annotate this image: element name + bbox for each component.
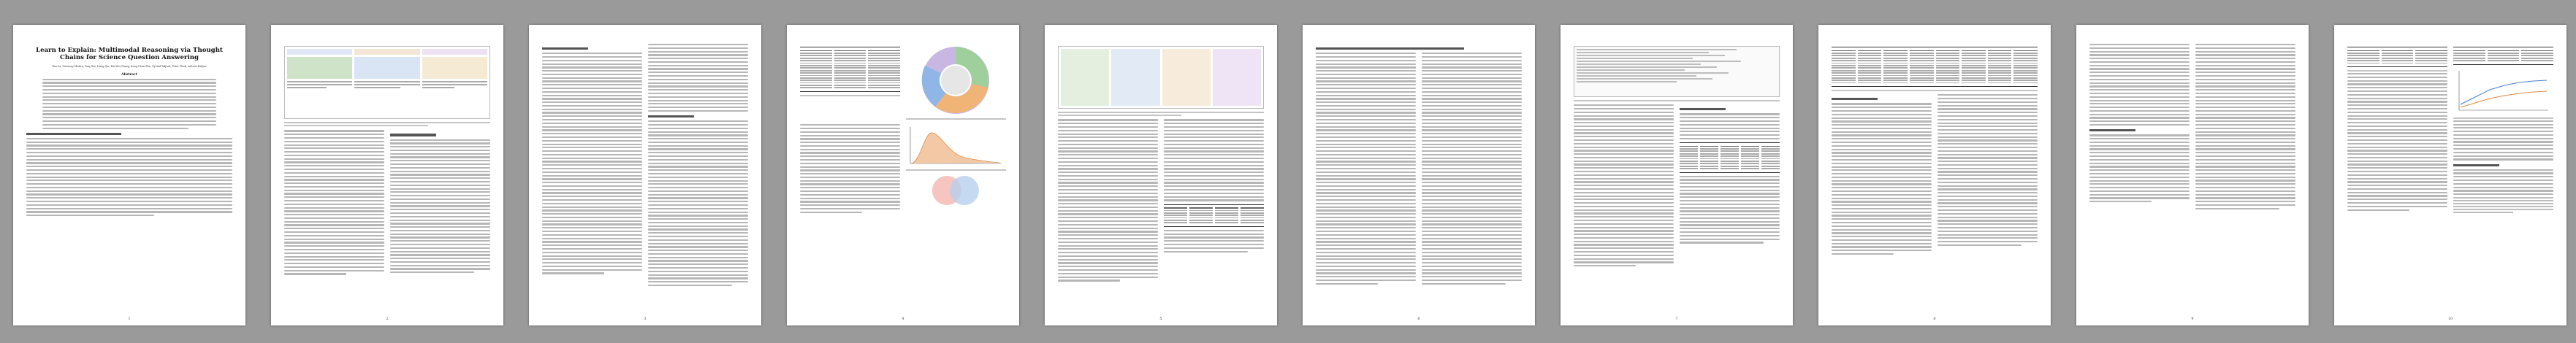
page-number: 6	[1417, 317, 1420, 321]
section-heading	[1832, 98, 1878, 100]
page-9	[2076, 25, 2309, 325]
page-number: 3	[644, 317, 647, 321]
page-10	[2334, 25, 2567, 325]
paper-title: Learn to Explain: Multimodal Reasoning via Thought Chains for Science Question Answering	[36, 47, 223, 61]
section-heading	[1680, 108, 1726, 110]
page-number: 5	[1159, 317, 1162, 321]
page-5	[1045, 25, 1277, 325]
page-number: 10	[2447, 317, 2453, 321]
section-heading	[2089, 129, 2135, 131]
table	[2347, 47, 2447, 67]
page-number: 7	[1675, 317, 1678, 321]
page-8	[1818, 25, 2051, 325]
page-number: 4	[902, 317, 904, 321]
page-6	[1303, 25, 1535, 325]
section-heading	[390, 134, 436, 136]
line-plot-figure	[2453, 68, 2553, 116]
page-4	[787, 25, 1019, 325]
paper-authors: Pan Lu, Swaroop Mishra, Tony Xia, Liang Qiu, Kai-Wei Chang, Song-Chun Zhu, Oyvind Tafjord, Peter Clark, Ashwin Kalyan	[52, 65, 207, 68]
page-1	[13, 25, 245, 325]
page-3	[529, 25, 761, 325]
page-number: 2	[386, 317, 389, 321]
abstract-heading: Abstract	[121, 72, 137, 77]
section-heading	[26, 133, 121, 135]
table	[2453, 47, 2553, 65]
abstract-body	[26, 79, 232, 129]
page-number: 9	[2191, 317, 2194, 321]
intro-body	[26, 138, 232, 216]
page-7	[1561, 25, 1793, 325]
table	[1680, 142, 1780, 173]
venn-figure	[906, 172, 1005, 209]
page-number: 1	[128, 317, 131, 321]
page-2	[271, 25, 503, 325]
figure-examples	[1058, 46, 1264, 109]
sunburst-figure	[906, 44, 1005, 117]
section-heading	[542, 47, 588, 50]
prompt-figure	[1574, 46, 1780, 97]
section-heading	[2453, 164, 2499, 166]
section-heading	[1316, 47, 1464, 50]
histogram-figure	[906, 124, 1005, 168]
table	[1832, 47, 2038, 87]
section-heading	[648, 115, 694, 117]
table	[1164, 204, 1264, 227]
table	[800, 47, 900, 92]
page-number: 8	[1933, 317, 1936, 321]
figure-1	[284, 46, 490, 119]
